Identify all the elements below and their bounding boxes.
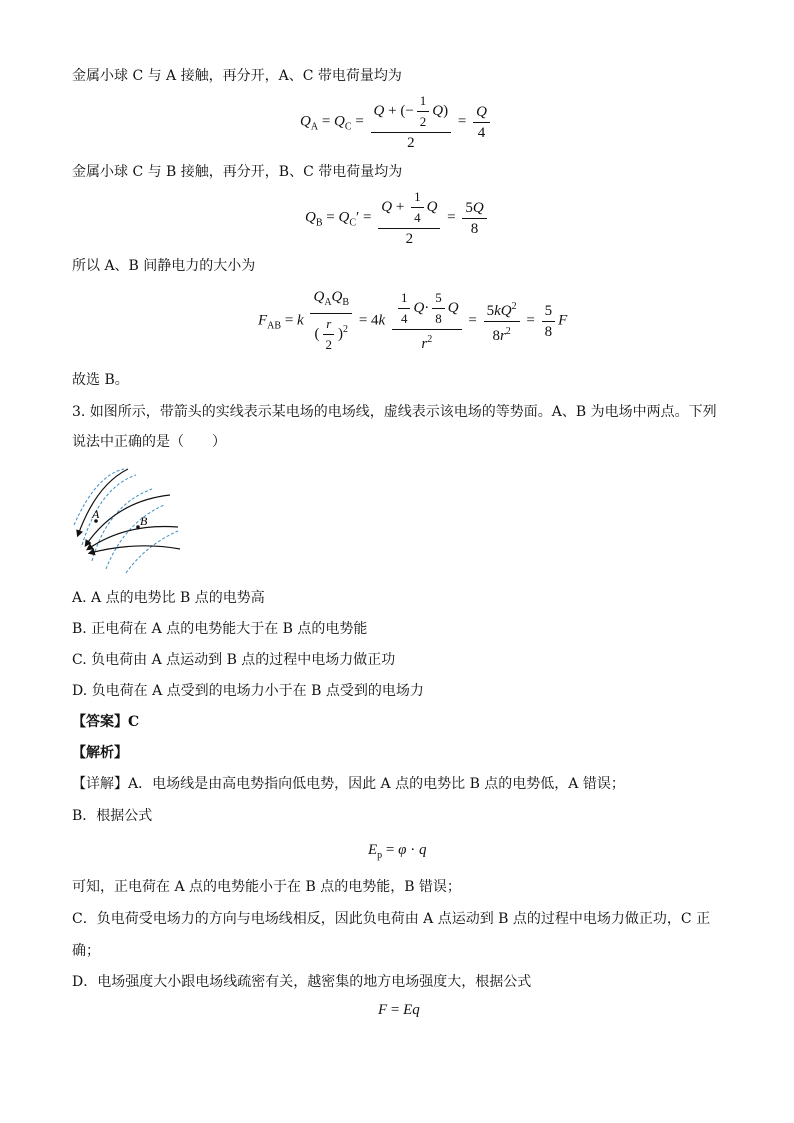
answer-label: 【答案】C <box>72 714 140 730</box>
detail-c-cont: 确； <box>72 943 100 959</box>
question-3-stem-cont: 说法中正确的是（ ） <box>72 434 226 450</box>
detail-b-cont: 可知，正电荷在 A 点的电势能小于在 B 点的电势能，B 错误； <box>72 879 461 895</box>
point-b-label: B <box>140 514 148 528</box>
option-d: D. 负电荷在 A 点受到的电场力小于在 B 点受到的电场力 <box>72 683 424 699</box>
option-b: B. 正电荷在 A 点的电势能大于在 B 点的电势能 <box>72 621 368 637</box>
equation-qb-qc: $Q_B = Q_C'$ = Q + $\frac{1}{4}$ Q 2 = $\frac{5Q}{8}$ <box>305 188 490 248</box>
text-line: 金属小球 C 与 B 接触，再分开，B、C 带电荷量均为 <box>72 164 403 180</box>
equation-ep: $E_p = \varphi \cdot q$ <box>368 842 427 861</box>
detail-a: 【详解】A．电场线是由高电势指向低电势，因此 A 点的电势比 B 点的电势低，A 错误； <box>72 776 625 792</box>
point-a-label: A <box>92 507 100 521</box>
question-3-stem: 3. 如图所示，带箭头的实线表示某电场的电场线，虚线表示该电场的等势面。A、B 为电场中两点。下列 <box>72 404 717 420</box>
text-line: 金属小球 C 与 A 接触，再分开，A、C 带电荷量均为 <box>72 68 402 84</box>
detail-d: D．电场强度大小跟电场线疏密有关，越密集的地方电场强度大，根据公式 <box>72 974 532 990</box>
detail-b: B．根据公式 <box>72 808 153 824</box>
detail-c: C．负电荷受电场力的方向与电场线相反，因此负电荷由 A 点运动到 B 点的过程中电场力做正功，C 正 <box>72 911 711 927</box>
option-a: A. A 点的电势比 B 点的电势高 <box>72 590 265 606</box>
equation-fab: $F_{AB} = k$ $Q_AQ_B$ ( $\frac{r}{2}$ )$^2$ = 4k $\frac{1}{4}$ Q· $\frac{5}{8}$ Q $r^2$ = $\frac{5kQ^2}{8r^2}$ = $\frac{5}{8}$ F <box>258 289 568 352</box>
equation-qa-qc: $Q_A = Q_C$ = Q + (− $\frac{1}{2}$ Q) 2 = $\frac{Q}{4}$ <box>300 92 493 152</box>
text-line: 所以 A、B 间静电力的大小为 <box>72 258 256 274</box>
equation-f-eq: F = Eq <box>378 1002 420 1018</box>
option-c: C. 负电荷由 A 点运动到 B 点的过程中电场力做正功 <box>72 652 396 668</box>
analysis-label: 【解析】 <box>72 745 128 761</box>
text-line: 故选 B。 <box>72 372 129 388</box>
electric-field-figure <box>66 465 186 575</box>
